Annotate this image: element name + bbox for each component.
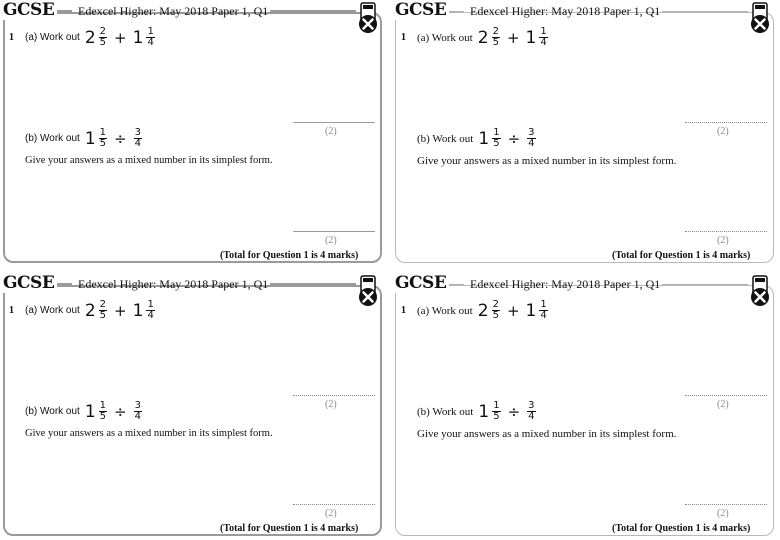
mark-b: (2) [717,508,729,519]
answer-line-b [685,231,767,232]
answer-line-a [685,395,767,396]
mark-a: (2) [717,399,729,410]
mark-a: (2) [325,399,337,410]
expr-b-operator: ÷ [114,402,127,421]
header-rule [270,10,356,13]
paper-title: Edexcel Higher: May 2018 Paper 1, Q1 [78,4,269,18]
part-b-question [25,128,144,149]
instruction-text: Give your answers as a mixed number in its simplest form. [417,428,677,440]
part-a-question [417,300,550,321]
expr-b-operator: ÷ [507,129,521,148]
part-a-label: (a) Work out [417,304,473,317]
expr-a-fraction-2: $\frac{1}{4}$ [540,26,547,48]
mark-b: (2) [325,235,337,246]
expr-b-fraction-1: $\frac{1}{5}$ [99,400,107,422]
mark-a: (2) [717,126,729,137]
paper-title: Edexcel Higher: May 2018 Paper 1, Q1 [78,277,269,291]
expr-b-fraction-2: $\frac{3}{4}$ [134,127,141,149]
question-number: 1 [9,32,14,43]
total-marks: (Total for Question 1 is 4 marks) [612,250,751,261]
instruction-text: Give your answers as a mixed number in its simplest form. [417,155,677,167]
gcse-logo: GCSE [3,0,57,20]
question-panel-1 [0,0,385,267]
gcse-logo: GCSE [3,273,57,293]
header-rule [270,283,356,286]
expr-b-fraction-1: $\frac{1}{5}$ [493,400,500,422]
mark-a: (2) [325,126,337,137]
question-number: 1 [401,305,406,316]
question-panel-2 [392,0,777,267]
expr-a-fraction-1: $\frac{2}{5}$ [492,299,499,321]
expr-a-operator: + [506,301,520,320]
expr-a-fraction-1: $\frac{2}{5}$ [99,299,107,321]
part-b-question [417,401,538,422]
instruction-text: Give your answers as a mixed number in its simplest form. [25,428,273,439]
no-calculator-icon [749,2,771,36]
expr-b-fraction-2: $\frac{3}{4}$ [528,400,535,422]
total-marks: (Total for Question 1 is 4 marks) [612,523,751,534]
answer-line-a [293,395,375,396]
part-a-question [25,300,157,321]
expr-b-fraction-1: $\frac{1}{5}$ [493,127,500,149]
no-calculator-icon [357,2,379,36]
part-b-question [417,128,538,149]
expr-b-fraction-1: $\frac{1}{5}$ [99,127,107,149]
question-number: 1 [9,305,14,316]
answer-line-b [293,504,375,505]
expr-b-whole-1: 1 [84,401,96,422]
part-b-question [25,401,144,422]
question-panel-4 [392,273,777,540]
part-b-label: (b) Work out [25,406,80,417]
expr-a-fraction-2: $\frac{1}{4}$ [147,299,154,321]
answer-line-b [293,231,375,232]
instruction-text: Give your answers as a mixed number in its simplest form. [25,155,273,166]
mark-b: (2) [325,508,337,519]
part-a-label: (a) Work out [25,305,80,316]
expr-a-whole-2: 1 [132,300,144,321]
expr-a-fraction-1: $\frac{2}{5}$ [99,26,107,48]
expr-b-operator: ÷ [507,402,521,421]
total-marks: (Total for Question 1 is 4 marks) [220,523,359,534]
expr-a-whole-2: 1 [525,27,537,48]
expr-a-fraction-2: $\frac{1}{4}$ [147,26,154,48]
expr-b-whole-1: 1 [478,401,490,422]
part-a-label: (a) Work out [417,31,473,44]
answer-line-a [293,122,375,123]
expr-b-operator: ÷ [114,129,127,148]
part-a-label: (a) Work out [25,32,80,43]
expr-b-whole-1: 1 [84,128,96,149]
mark-b: (2) [717,235,729,246]
gcse-logo: GCSE [395,0,449,20]
expr-b-fraction-2: $\frac{3}{4}$ [134,400,141,422]
paper-title: Edexcel Higher: May 2018 Paper 1, Q1 [470,277,661,291]
expr-a-whole-1: 2 [477,300,489,321]
part-b-label: (b) Work out [417,405,474,418]
expr-a-whole-1: 2 [84,300,96,321]
gcse-logo: GCSE [395,273,449,293]
part-b-label: (b) Work out [25,133,80,144]
question-number: 1 [401,32,406,43]
expr-a-whole-1: 2 [84,27,96,48]
expr-a-operator: + [114,301,127,320]
expr-a-operator: + [114,28,127,47]
header-rule [662,284,748,285]
no-calculator-icon [357,275,379,309]
no-calculator-icon [749,275,771,309]
part-a-question [417,27,550,48]
expr-a-whole-1: 2 [477,27,489,48]
question-panel-3 [0,273,385,540]
expr-a-whole-2: 1 [525,300,537,321]
part-b-label: (b) Work out [417,132,474,145]
paper-title: Edexcel Higher: May 2018 Paper 1, Q1 [470,4,661,18]
part-a-question [25,27,157,48]
answer-line-a [685,122,767,123]
expr-b-whole-1: 1 [478,128,490,149]
header-rule [662,11,748,12]
expr-a-fraction-2: $\frac{1}{4}$ [540,299,547,321]
expr-a-whole-2: 1 [132,27,144,48]
expr-a-fraction-1: $\frac{2}{5}$ [492,26,499,48]
expr-a-operator: + [506,28,520,47]
answer-line-b [685,504,767,505]
total-marks: (Total for Question 1 is 4 marks) [220,250,359,261]
expr-b-fraction-2: $\frac{3}{4}$ [528,127,535,149]
